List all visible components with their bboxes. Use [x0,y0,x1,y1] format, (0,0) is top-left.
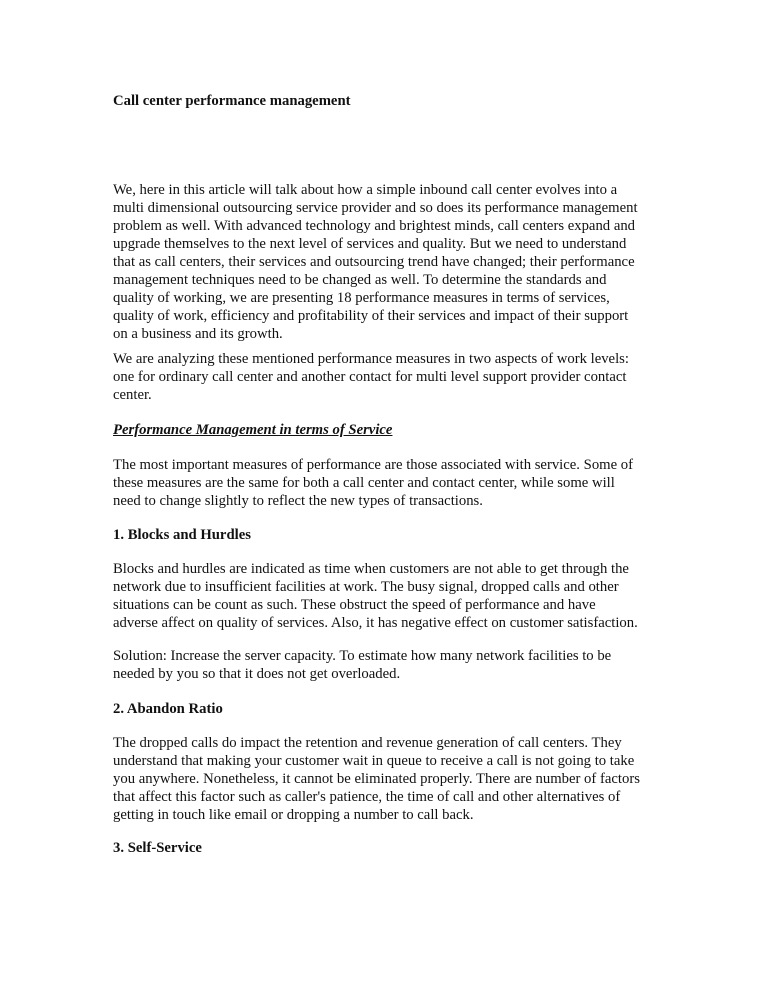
analysis-paragraph [113,350,629,404]
analysis-line: center. [113,387,152,403]
item1-body-paragraph [113,560,638,632]
intro-line: upgrade themselves to the next level of services and quality. But we need to understand [113,236,627,252]
item2-body-line: you anywhere. Nonetheless, it cannot be eliminated properly. There are number of factors [113,771,640,787]
item1-body-line: Blocks and hurdles are indicated as time when customers are not able to get through the [113,561,629,577]
section-intro-line: these measures are the same for both a call center and contact center, while some will [113,475,615,491]
item1-body-line: situations can be count as such. These obstruct the speed of performance and have [113,597,596,613]
item2-body-paragraph [113,734,640,824]
item2-body-line: The dropped calls do impact the retention and revenue generation of call centers. They [113,735,622,751]
item1-solution-paragraph [113,647,611,683]
analysis-line: We are analyzing these mentioned performance measures in two aspects of work levels: [113,351,629,367]
section-heading: Performance Management in terms of Service [113,422,393,438]
intro-line: quality of working, we are presenting 18 performance measures in terms of services, [113,290,610,306]
intro-line: multi dimensional outsourcing service provider and so does its performance management [113,200,638,216]
item1-body-line: network due to insufficient facilities at work. The busy signal, dropped calls and other [113,579,619,595]
intro-line: quality of work, efficiency and profitability of their services and impact of their support [113,308,629,324]
item2-body-line: getting in touch like email or dropping a number to call back. [113,807,474,823]
analysis-line: one for ordinary call center and another contact for multi level support provider contact [113,369,627,385]
intro-line: problem as well. With advanced technology and brightest minds, call centers expand and [113,218,636,234]
item1-solution-line: Solution: Increase the server capacity. To estimate how many network facilities to be [113,648,612,664]
item3-heading: 3. Self-Service [113,840,202,856]
intro-line: that as call centers, their services and outsourcing trend have changed; their performance [113,254,635,270]
item2-body-line: that affect this factor such as caller's patience, the time of call and other alternatives of [113,789,621,805]
item2-heading: 2. Abandon Ratio [113,701,223,717]
intro-line: We, here in this article will talk about how a simple inbound call center evolves into a [113,182,618,198]
item2-body-line: understand that making your customer wait in queue to receive a call is not going to take [113,753,635,769]
item1-solution-line: needed by you so that it does not get overloaded. [113,666,401,682]
section-intro-paragraph [113,456,633,510]
intro-line: management techniques need to be changed as well. To determine the standards and [113,272,607,288]
item1-body-line: adverse affect on quality of services. Also, it has negative effect on customer satisfaction. [113,615,638,631]
document-title: Call center performance management [113,93,351,109]
section-intro-line: The most important measures of performance are those associated with service. Some of [113,457,634,473]
section-intro-line: need to change slightly to reflect the new types of transactions. [113,493,483,509]
intro-line: on a business and its growth. [113,326,283,342]
intro-paragraph [113,181,638,343]
item1-heading: 1. Blocks and Hurdles [113,527,251,543]
